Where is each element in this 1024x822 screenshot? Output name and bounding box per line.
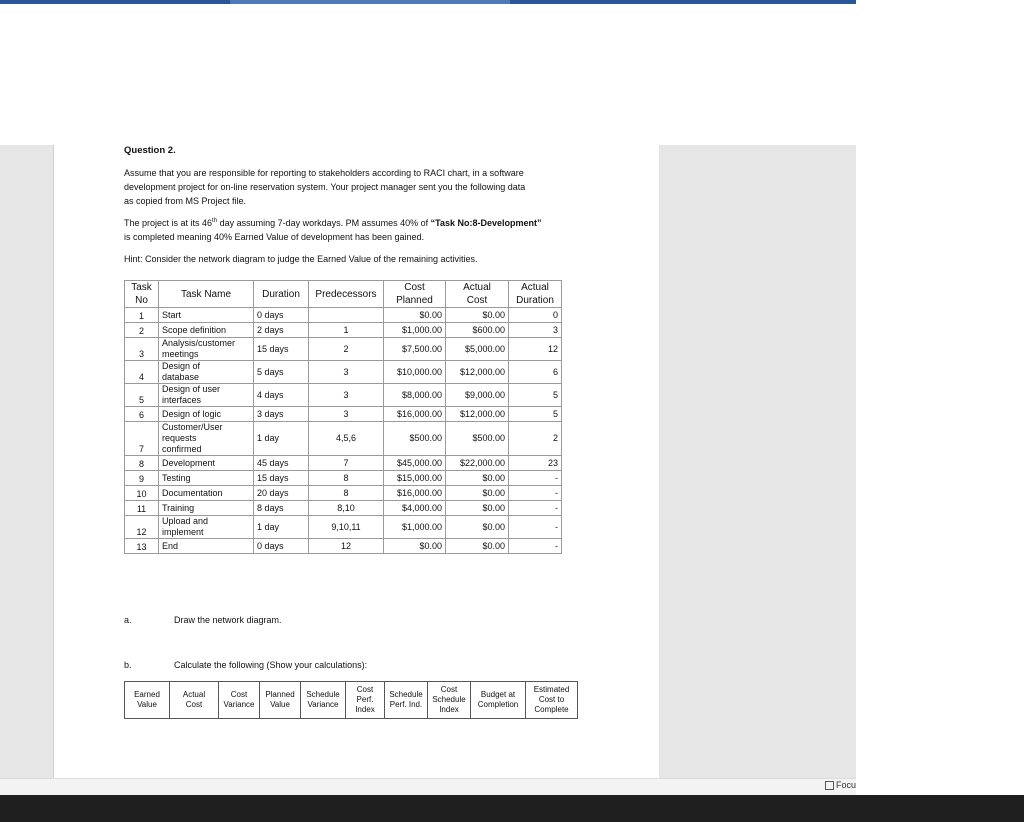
table-row — [125, 407, 562, 422]
cell-actual-duration: 3 — [509, 323, 562, 338]
task-name-line: interfaces — [162, 395, 202, 405]
cell-cost-planned: $4,000.00 — [384, 501, 446, 516]
table-row — [125, 486, 562, 501]
left-margin-area — [0, 145, 54, 778]
task-name-line: Upload and — [162, 516, 209, 526]
cell-actual-duration: - — [509, 539, 562, 554]
cell-cost-planned: $0.00 — [384, 539, 446, 554]
calc-header-cell — [125, 682, 170, 719]
cell-predecessors: 4,5,6 — [309, 422, 384, 456]
cell-duration: 45 days — [254, 456, 309, 471]
calc-header-line: Schedule — [306, 690, 340, 699]
text-run: day assuming 7-day workdays. PM assumes 40% of — [217, 218, 431, 228]
cell-task-name — [159, 323, 254, 338]
cell-task-name — [159, 456, 254, 471]
cell-actual-cost: $12,000.00 — [446, 361, 509, 384]
question-paragraph-2 — [124, 216, 594, 244]
task-name-line: Start — [162, 309, 182, 320]
calc-header-line: Estimated — [533, 685, 570, 694]
cell-cost-planned: $7,500.00 — [384, 338, 446, 361]
cell-task-no: 6 — [125, 407, 159, 422]
calc-header-line: Variance — [223, 700, 255, 709]
task-name-line: database — [162, 372, 200, 382]
calc-header-line: Cost to — [538, 695, 565, 704]
cell-task-no: 4 — [125, 361, 159, 384]
cell-actual-cost: $22,000.00 — [446, 456, 509, 471]
cell-duration: 15 days — [254, 338, 309, 361]
calc-header-cell — [526, 682, 578, 719]
cell-actual-cost: $0.00 — [446, 471, 509, 486]
table-row — [125, 516, 562, 539]
cell-duration: 4 days — [254, 384, 309, 407]
cell-predecessors — [309, 308, 384, 323]
table-row — [125, 422, 562, 456]
calc-header-line: Cost — [185, 700, 203, 709]
question-title: Question 2. — [124, 145, 176, 156]
task-name-line: meetings — [162, 349, 199, 359]
calc-header-line: Schedule — [389, 690, 423, 699]
focus-mode-button[interactable] — [825, 780, 856, 790]
cell-duration: 0 days — [254, 308, 309, 323]
cell-duration: 8 days — [254, 501, 309, 516]
cell-actual-duration: 5 — [509, 384, 562, 407]
hint-text: Hint: Consider the network diagram to judge the Earned Value of the remaining activities. — [124, 254, 478, 264]
calc-header-line: Value — [137, 700, 157, 709]
cell-task-name — [159, 501, 254, 516]
cell-task-name — [159, 407, 254, 422]
task-name-line: Documentation — [162, 487, 223, 498]
cell-actual-cost: $500.00 — [446, 422, 509, 456]
cell-actual-duration: 2 — [509, 422, 562, 456]
task-name-line: Development — [162, 457, 216, 468]
cell-task-no: 9 — [125, 471, 159, 486]
calc-header-line: Cost — [440, 685, 458, 694]
calc-header-line: Schedule — [432, 695, 466, 704]
cell-predecessors: 3 — [309, 407, 384, 422]
part-b-label: b. — [124, 660, 132, 670]
cell-actual-cost: $0.00 — [446, 486, 509, 501]
cell-duration: 0 days — [254, 539, 309, 554]
cell-predecessors: 2 — [309, 338, 384, 361]
cell-duration: 15 days — [254, 471, 309, 486]
calc-header-line: Earned — [134, 690, 160, 699]
cell-predecessors: 7 — [309, 456, 384, 471]
cell-task-name — [159, 422, 254, 456]
calc-header-line: Index — [355, 705, 375, 714]
task-name-line: Scope definition — [162, 324, 227, 335]
cell-task-no: 3 — [125, 338, 159, 361]
calc-header-line: Perf. Ind. — [389, 700, 423, 709]
task-reference-bold: “Task No:8-Development” — [430, 218, 542, 228]
part-a-label: a. — [124, 615, 132, 625]
cell-task-name — [159, 361, 254, 384]
calc-header-line: Completion — [477, 700, 519, 709]
cell-actual-duration: - — [509, 486, 562, 501]
calc-header-cell — [301, 682, 346, 719]
cell-task-no: 2 — [125, 323, 159, 338]
part-a-text: Draw the network diagram. — [174, 615, 282, 625]
table-row — [125, 501, 562, 516]
paragraph-line: development project for on-line reservation system. Your project manager sent you the following data — [124, 182, 526, 192]
calc-header-cell — [219, 682, 260, 719]
cell-cost-planned: $0.00 — [384, 308, 446, 323]
cell-task-no: 13 — [125, 539, 159, 554]
header-cost-planned: Cost Planned — [384, 281, 446, 308]
cell-actual-cost: $0.00 — [446, 516, 509, 539]
cell-cost-planned: $45,000.00 — [384, 456, 446, 471]
calc-header-line: Complete — [534, 705, 569, 714]
cell-duration: 1 day — [254, 422, 309, 456]
cell-task-no: 12 — [125, 516, 159, 539]
task-name-line: implement — [162, 527, 204, 537]
cell-task-no: 7 — [125, 422, 159, 456]
text-run: The project is at its 46 — [124, 218, 213, 228]
cell-actual-cost: $9,000.00 — [446, 384, 509, 407]
task-name-line: End — [162, 540, 179, 551]
header-duration: Duration — [254, 281, 309, 308]
document-top-area — [0, 4, 856, 145]
table-row — [125, 338, 562, 361]
task-name-line: Design of user — [162, 384, 221, 394]
paragraph-line: is completed meaning 40% Earned Value of development has been gained. — [124, 232, 425, 242]
question-text-block — [124, 144, 594, 266]
cell-task-name — [159, 471, 254, 486]
cell-cost-planned: $8,000.00 — [384, 384, 446, 407]
cell-task-no: 5 — [125, 384, 159, 407]
paragraph-line: as copied from MS Project file. — [124, 196, 247, 206]
table-row — [125, 456, 562, 471]
cell-predecessors: 3 — [309, 361, 384, 384]
header-task-no: Task No — [125, 281, 159, 308]
cell-predecessors: 8 — [309, 471, 384, 486]
calc-header-cell — [428, 682, 471, 719]
cell-actual-cost: $12,000.00 — [446, 407, 509, 422]
calc-header-line: Cost — [356, 685, 374, 694]
paragraph-line: Assume that you are responsible for reporting to stakeholders according to RACI chart, in a software — [124, 168, 524, 178]
cell-predecessors: 3 — [309, 384, 384, 407]
task-table-body — [125, 308, 562, 554]
table-row — [125, 471, 562, 486]
task-name-line: requests — [162, 433, 197, 443]
part-b-text: Calculate the following (Show your calculations): — [174, 660, 368, 670]
calc-header-cell — [170, 682, 219, 719]
cell-actual-duration: - — [509, 516, 562, 539]
status-bar — [0, 778, 856, 796]
cell-actual-cost: $0.00 — [446, 501, 509, 516]
calc-header-line: Budget at — [480, 690, 516, 699]
calc-header-line: Perf. — [356, 695, 374, 704]
paragraph-line — [124, 216, 594, 230]
task-table — [124, 280, 562, 554]
calc-header-line: Variance — [307, 700, 339, 709]
calc-header-cell — [385, 682, 428, 719]
calc-header-cell — [346, 682, 385, 719]
calc-header-line: Planned — [265, 690, 295, 699]
table-row — [125, 361, 562, 384]
header-task-name: Task Name — [159, 281, 254, 308]
cell-cost-planned: $1,000.00 — [384, 323, 446, 338]
cell-task-name — [159, 516, 254, 539]
cell-duration: 5 days — [254, 361, 309, 384]
taskbar — [0, 795, 1024, 822]
cell-cost-planned: $15,000.00 — [384, 471, 446, 486]
right-margin-area — [659, 145, 856, 778]
header-actual-duration: Actual Duration — [509, 281, 562, 308]
cell-cost-planned: $1,000.00 — [384, 516, 446, 539]
cell-cost-planned: $10,000.00 — [384, 361, 446, 384]
cell-actual-duration: 5 — [509, 407, 562, 422]
calc-header-line: Value — [270, 700, 290, 709]
task-name-line: confirmed — [162, 444, 202, 454]
cell-predecessors: 1 — [309, 323, 384, 338]
cell-predecessors: 12 — [309, 539, 384, 554]
cell-cost-planned: $16,000.00 — [384, 486, 446, 501]
cell-duration: 1 day — [254, 516, 309, 539]
cell-actual-cost: $0.00 — [446, 308, 509, 323]
task-name-line: Customer/User — [162, 422, 223, 432]
outside-window-area — [856, 0, 1024, 795]
cell-duration: 20 days — [254, 486, 309, 501]
header-predecessors: Predecessors — [309, 281, 384, 308]
cell-actual-duration: - — [509, 471, 562, 486]
cell-actual-duration: 0 — [509, 308, 562, 323]
cell-task-name — [159, 486, 254, 501]
calc-header-cell — [471, 682, 526, 719]
task-name-line: Training — [162, 502, 195, 513]
cell-task-no: 8 — [125, 456, 159, 471]
cell-task-name — [159, 384, 254, 407]
question-paragraph-1 — [124, 166, 594, 208]
cell-cost-planned: $500.00 — [384, 422, 446, 456]
calc-header-line: Cost — [230, 690, 248, 699]
cell-task-name — [159, 308, 254, 323]
table-row — [125, 308, 562, 323]
calculation-table — [124, 681, 578, 719]
focus-icon — [825, 781, 834, 790]
calc-header-line: Index — [439, 705, 459, 714]
cell-task-no: 11 — [125, 501, 159, 516]
task-name-line: Design of logic — [162, 408, 222, 419]
cell-predecessors: 8 — [309, 486, 384, 501]
task-table-header-row — [125, 281, 562, 308]
focus-label: Focu — [835, 780, 856, 790]
cell-actual-duration: 23 — [509, 456, 562, 471]
header-actual-cost: Actual Cost — [446, 281, 509, 308]
cell-task-name — [159, 338, 254, 361]
cell-actual-cost: $600.00 — [446, 323, 509, 338]
table-row — [125, 539, 562, 554]
cell-task-no: 10 — [125, 486, 159, 501]
task-name-line: Testing — [162, 472, 191, 483]
table-row — [125, 323, 562, 338]
superscript: th — [212, 218, 218, 224]
task-name-line: Analysis/customer — [162, 338, 236, 348]
table-row — [125, 384, 562, 407]
cell-task-no: 1 — [125, 308, 159, 323]
cell-task-name — [159, 539, 254, 554]
task-name-line: Design of — [162, 361, 201, 371]
cell-actual-cost: $0.00 — [446, 539, 509, 554]
cell-duration: 3 days — [254, 407, 309, 422]
cell-actual-duration: 6 — [509, 361, 562, 384]
calc-header-cell — [260, 682, 301, 719]
cell-actual-cost: $5,000.00 — [446, 338, 509, 361]
cell-actual-duration: - — [509, 501, 562, 516]
calc-header-line: Actual — [182, 690, 206, 699]
cell-cost-planned: $16,000.00 — [384, 407, 446, 422]
cell-actual-duration: 12 — [509, 338, 562, 361]
calculation-header-row — [125, 682, 578, 719]
cell-predecessors: 9,10,11 — [309, 516, 384, 539]
cell-predecessors: 8,10 — [309, 501, 384, 516]
cell-duration: 2 days — [254, 323, 309, 338]
